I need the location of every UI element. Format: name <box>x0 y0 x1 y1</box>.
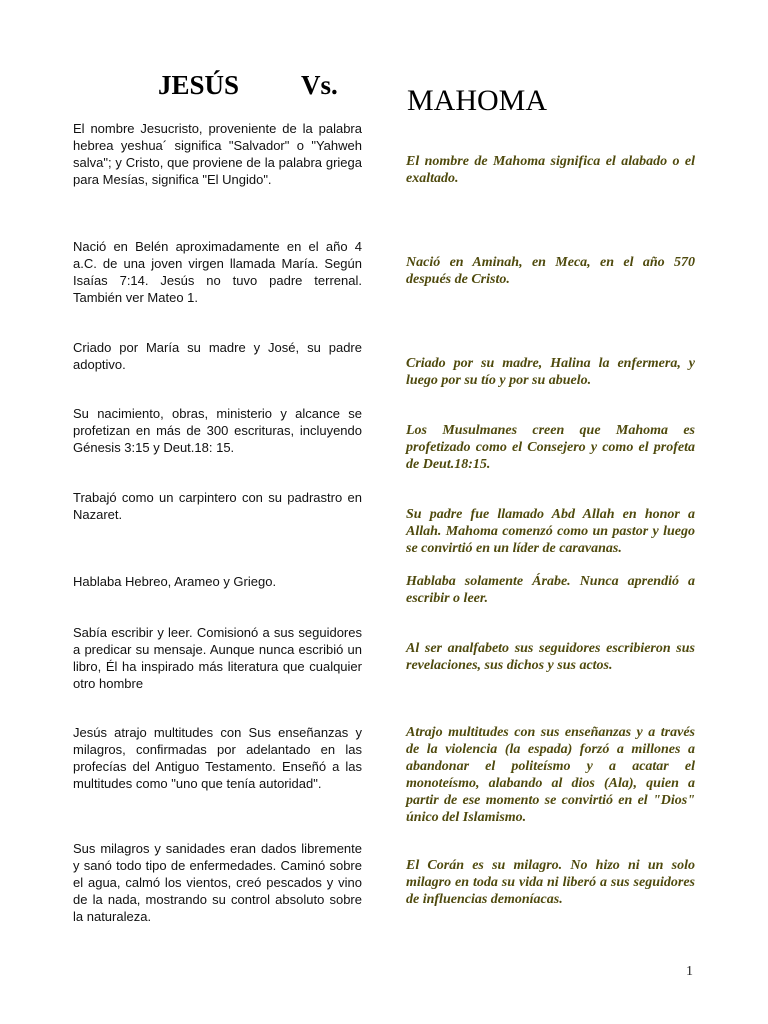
mahoma-paragraph-literacy: Al ser analfabeto sus seguidores escribieron sus revelaciones, sus dichos y sus actos. <box>406 641 695 673</box>
jesus-title-text: JESÚS <box>158 70 240 100</box>
mahoma-paragraph-languages: Hablaba solamente Árabe. Nunca aprendió a escribir o leer. <box>406 574 695 606</box>
mahoma-paragraph-multitudes: Atrajo multitudes con sus enseñanzas y a través de la violencia (la espada) forzó a millones a abandonar el politeísmo y a acatar el monoteísmo, alabando al dios (Ala), quien a partir de ese momento se convirtió en el "Dios" único del Islamismo. <box>406 725 695 825</box>
jesus-paragraph-work: Trabajó como un carpintero con su padrastro en Nazaret. <box>73 490 362 522</box>
jesus-paragraph-miracles: Sus milagros y sanidades eran dados libremente y sanó todo tipo de enfermedades. Caminó sobre el agua, calmó los vientos, creó pescados y vino de la nada, mostrando su control absoluto sobre la naturaleza. <box>73 841 362 924</box>
page-number: 1 <box>686 964 693 979</box>
jesus-paragraph-name: El nombre Jesucristo, proveniente de la palabra hebrea yeshua´ significa "Salvador" o "Yahweh salva"; y Cristo, que proviene de la palabra griega para Mesías, significa "El Ungido". <box>73 121 362 187</box>
mahoma-title: MAHOMA <box>407 84 548 117</box>
mahoma-paragraph-work: Su padre fue llamado Abd Allah en honor a Allah. Mahoma comenzó como un pastor y luego se convirtió en un líder de caravanas. <box>406 507 695 556</box>
jesus-title <box>158 70 338 101</box>
jesus-paragraph-birth: Nació en Belén aproximadamente en el año 4 a.C. de una joven virgen llamada María. Según Isaías 7:14. Jesús no tuvo padre terrenal. También ver Mateo 1. <box>73 239 362 305</box>
mahoma-paragraph-prophecy: Los Musulmanes creen que Mahoma es profetizado como el Consejero y como el profeta de Deut.18:15. <box>406 423 695 472</box>
jesus-paragraph-literacy: Sabía escribir y leer. Comisionó a sus seguidores a predicar su mensaje. Aunque nunca escribió un libro, Él ha inspirado más literatura que cualquier otro hombre <box>73 625 362 691</box>
mahoma-paragraph-birth: Nació en Aminah, en Meca, en el año 570 después de Cristo. <box>406 255 695 287</box>
jesus-paragraph-prophecy: Su nacimiento, obras, ministerio y alcance se profetizan en más de 300 escrituras, incluyendo Génesis 3:15 y Deut.18: 15. <box>73 406 362 455</box>
mahoma-paragraph-name: El nombre de Mahoma significa el alabado o el exaltado. <box>406 154 695 186</box>
jesus-paragraph-languages: Hablaba Hebreo, Arameo y Griego. <box>73 574 277 589</box>
mahoma-paragraph-upbringing: Criado por su madre, Halina la enfermera, y luego por su tío y por su abuelo. <box>406 356 695 388</box>
jesus-paragraph-upbringing: Criado por María su madre y José, su padre adoptivo. <box>73 340 362 372</box>
jesus-paragraph-multitudes: Jesús atrajo multitudes con Sus enseñanzas y milagros, confirmadas por adelantado en las profecías del Antiguo Testamento. Enseñó a las multitudes como "uno que tenía autoridad". <box>73 725 362 791</box>
mahoma-paragraph-miracles: El Corán es su milagro. No hizo ni un solo milagro en toda su vida ni liberó a sus seguidores de influencias demoníacas. <box>406 858 695 907</box>
versus-label: Vs. <box>301 70 338 100</box>
